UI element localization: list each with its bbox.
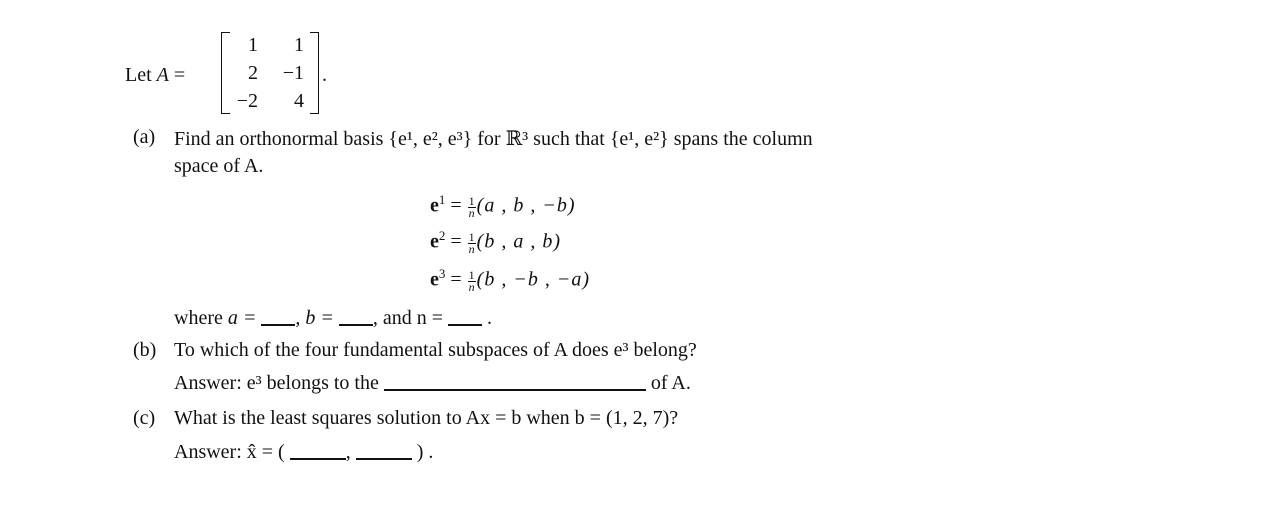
part-b-question: To which of the four fundamental subspaces of A does e³ belong?: [174, 339, 697, 361]
part-b-answer: Answer: e³ belongs to the of A.: [174, 372, 691, 394]
blank-x2[interactable]: [356, 457, 412, 460]
part-a-question-line2: space of A.: [174, 155, 264, 177]
matrix-cell: 1: [294, 34, 304, 56]
right-bracket: [310, 32, 319, 114]
matrix-cell: −1: [282, 62, 304, 84]
matrix-cell: 2: [248, 62, 258, 84]
matrix-period: .: [322, 64, 327, 86]
vector-e1: $e^1$ = $\frac{1}{n}$ (a , b , −b): [430, 192, 576, 220]
blank-a[interactable]: [261, 323, 295, 326]
part-c-label: (c): [133, 407, 156, 429]
matrix-cell: −2: [236, 90, 258, 112]
blank-b[interactable]: [339, 323, 373, 326]
part-b-label: (b): [133, 339, 157, 361]
blank-subspace[interactable]: [384, 388, 646, 391]
part-a-question-line1: Find an orthonormal basis {e¹, e², e³} for ℝ³ such that {e¹, e²} spans the column: [174, 128, 813, 150]
part-c-answer: Answer: x̂ = ( , ) .: [174, 441, 434, 463]
matrix-cell: 1: [248, 34, 258, 56]
matrix-cell: 4: [294, 90, 304, 112]
vector-e3: $e^3$ = $\frac{1}{n}$ (b , −b , −a): [430, 266, 590, 294]
where-line: where a = , b = , and n = .: [174, 307, 493, 329]
vector-e2: $e^2$ = $\frac{1}{n}$ (b , a , b): [430, 228, 561, 256]
blank-n[interactable]: [448, 323, 482, 326]
part-a-label: (a): [133, 126, 156, 148]
part-c-question: What is the least squares solution to Ax = b when b = (1, 2, 7)?: [174, 407, 679, 429]
blank-x1[interactable]: [290, 457, 346, 460]
matrix-intro: Let A =: [125, 64, 186, 86]
